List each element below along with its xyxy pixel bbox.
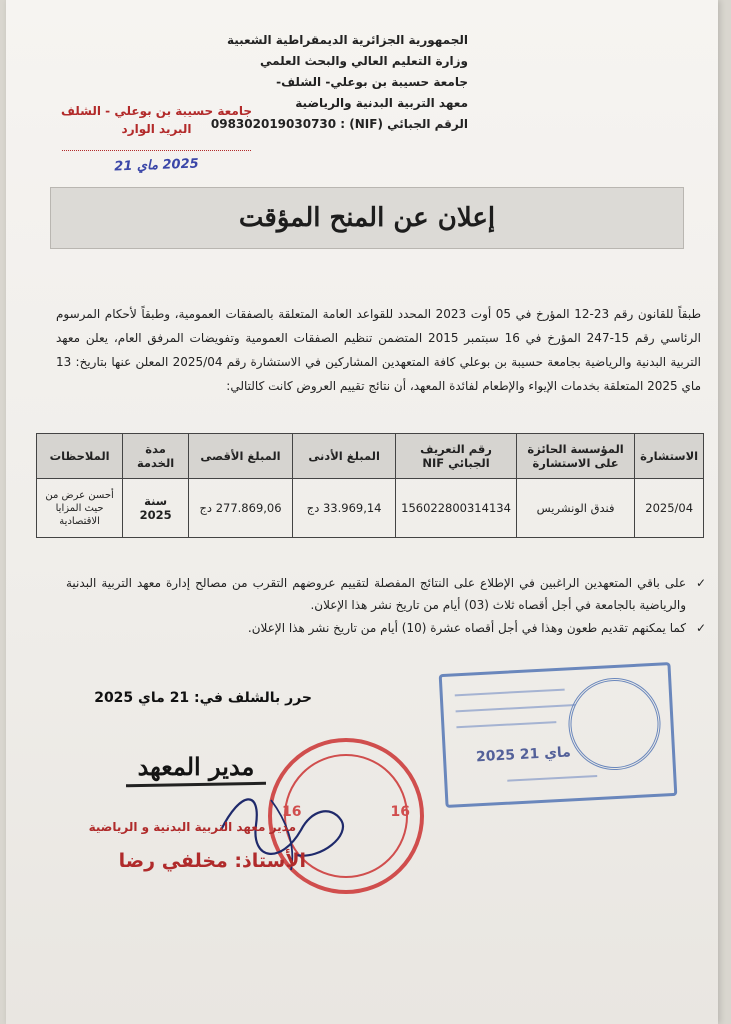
stamp-divider [62, 148, 251, 151]
bullet-list [66, 572, 706, 640]
table-header-row [37, 434, 704, 479]
stamp-text-line [455, 689, 565, 697]
seal-number-left: 16 [282, 804, 302, 820]
col-consultation: الاستشارة [635, 434, 704, 479]
director-heading: مدير المعهد [137, 752, 255, 781]
col-notes: الملاحظات [37, 434, 123, 479]
document-page [6, 0, 718, 1024]
place-date: حرر بالشلف في: 21 ماي 2025 [94, 690, 312, 706]
stamp-text-line [456, 704, 576, 712]
director-name: الأستاذ: مخلفي رضا [118, 850, 306, 872]
nif-label: الرقم الجبائي (NIF) : [336, 117, 468, 131]
ministry-name: وزارة التعليم العالي والبحث العلمي [259, 54, 468, 68]
col-min-amount: المبلغ الأدنى [293, 434, 396, 479]
blue-stamp-date: 2025 ماي 21 [475, 744, 572, 766]
university-name: جامعة حسيبة بن بوعلي- الشلف- [276, 75, 468, 89]
nif-value: 098302019030730 [210, 117, 337, 131]
stamp-text-line [507, 775, 597, 782]
col-nif: رقم التعريف الجبائي NIF [396, 434, 517, 479]
country-name: الجمهورية الجزائرية الديمقراطية الشعبية [226, 33, 468, 47]
results-table [36, 433, 704, 538]
table-row [37, 479, 704, 538]
received-stamp-label: البريد الوارد [121, 122, 192, 136]
institute-name: معهد التربية البدنية والرياضية [295, 96, 468, 110]
title-box [50, 187, 684, 249]
cell-duration: سنة 2025 [123, 479, 189, 538]
seal-number-right: 16 [390, 804, 410, 820]
cell-consultation: 2025/04 [635, 479, 704, 538]
col-company: المؤسسة الحائزة على الاستشارة [516, 434, 634, 479]
body-paragraph: طبقاً للقانون رقم 23-12 المؤرخ في 05 أوت 2023 المحدد للقواعد العامة المتعلقة بالصفقات العمومية، وطبقاً لأحكام المرسوم الرئاسي رقم 15-247 المؤرخ في 16 سبتمبر 2015 المتضمن تنظيم الصفقات العمومية وتفويضات المرفق العام، يعلن معهد التربية البدنية والرياضية بجامعة حسيبة بن بوعلي كافة المتعهدين المشاركين في الاستشارة رقم 2025/04 المعلن عنها بتاريخ: 13 ماي 2025 المتعلقة بخدمات الإيواء والإطعام لفائدة المعهد، أن نتائج تقييم العروض كانت كالتالي: [56, 307, 702, 393]
blue-registration-stamp [439, 662, 678, 808]
stamp-circle [566, 676, 663, 773]
cell-min-amount: 33.969,14 دج [293, 479, 396, 538]
cell-nif: 156022800314134 [396, 479, 517, 538]
stamp-text-line [456, 721, 556, 728]
director-title: مدير معهد التربية البدنية و الرياضية [88, 820, 296, 834]
cell-company: فندق الونشريس [516, 479, 634, 538]
cell-max-amount: 277.869,06 دج [188, 479, 292, 538]
page-title: إعلان عن المنح المؤقت [238, 203, 496, 233]
cell-notes: أحسن عرض من حيث المزايا الاقتصادية [37, 479, 123, 538]
bullet-text-2: كما يمكنهم تقديم طعون وهذا في أجل أقصاه عشرة (10) أيام من تاريخ نشر هذا الإعلان. [247, 621, 686, 635]
list-item [66, 617, 706, 639]
col-duration: مدة الخدمة [123, 434, 189, 479]
received-stamp-university: جامعة حسيبة بن بوعلي - الشلف [60, 104, 253, 118]
received-stamp-date: 2025 ماي 21 [114, 156, 199, 175]
received-mail-stamp [54, 102, 259, 175]
checkmark-icon: ✓ [695, 621, 706, 635]
checkmark-icon: ✓ [695, 576, 706, 590]
col-max-amount: المبلغ الأقصى [188, 434, 292, 479]
bullet-text-1: على باقي المتعهدين الراغبين في الإطلاع على النتائج المفصلة لتقييم عروضهم التقرب من مصالح إدارة معهد التربية البدنية والرياضية بالجامعة في أجل أقصاه ثلاث (03) أيام من تاريخ نشر هذا الإعلان. [66, 576, 686, 612]
list-item [66, 572, 706, 616]
